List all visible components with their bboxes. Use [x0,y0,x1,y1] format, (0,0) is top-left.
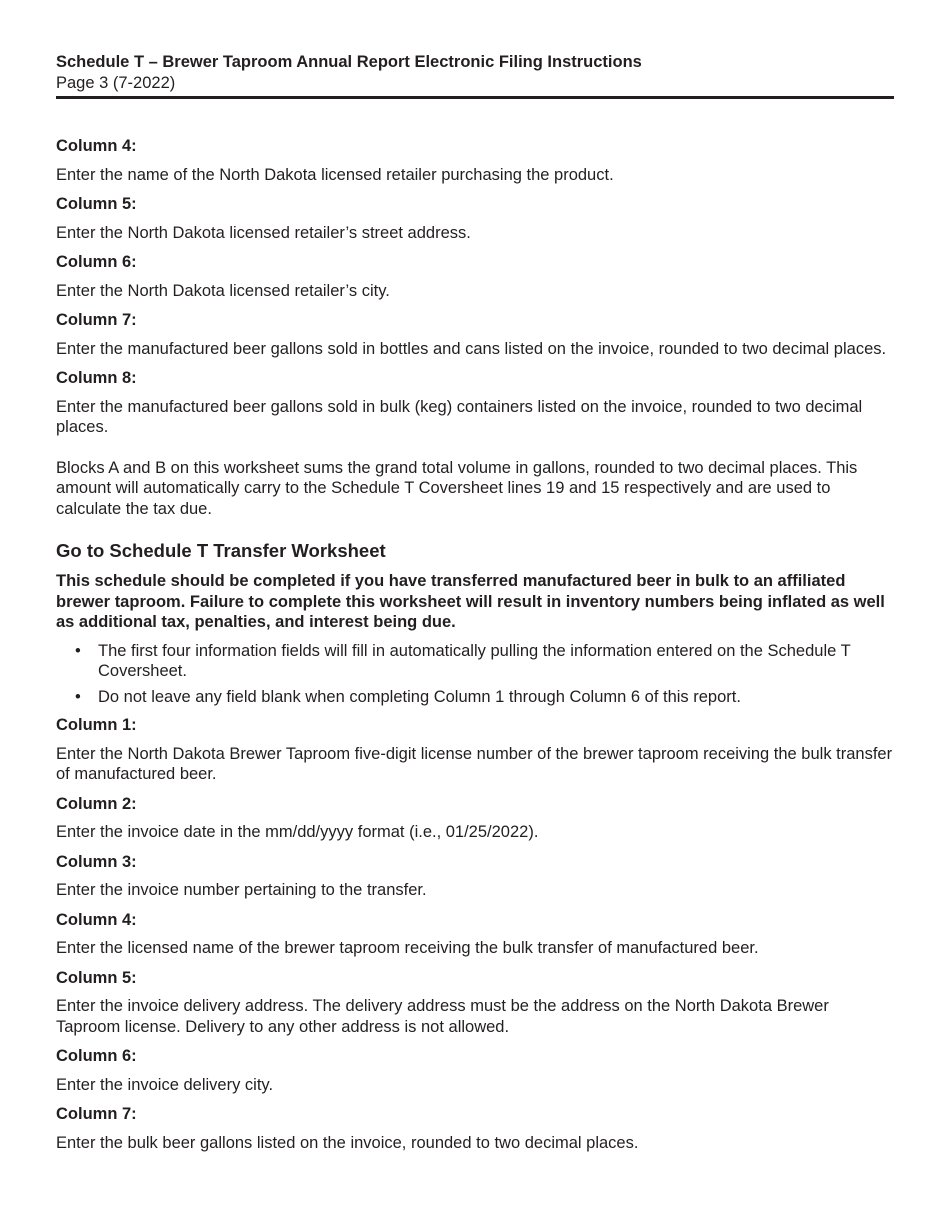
bullet-item [56,641,894,682]
blocks-note: Blocks A and B on this worksheet sums the grand total volume in gallons, rounded to two decimal places. This amount will automatically carry to the Schedule T Coversheet lines 19 and 15 respectively and are used to calculate the tax due. [56,458,858,518]
column-block [56,852,894,901]
column-block [56,136,894,185]
bullet-item [56,687,894,708]
column-block [56,910,894,959]
column-block [56,1104,894,1153]
column-heading: Column 4: [56,910,137,929]
column-description: Enter the North Dakota licensed retailer’s street address. [56,223,471,242]
column-heading: Column 2: [56,794,137,813]
header-title: Schedule T – Brewer Taproom Annual Report Electronic Filing Instructions [56,53,642,71]
column-description: Enter the North Dakota Brewer Taproom five-digit license number of the brewer taproom receiving the bulk transfer of manufactured beer. [56,744,893,783]
column-description: Enter the North Dakota licensed retailer’s city. [56,281,390,300]
column-description: Enter the manufactured beer gallons sold in bottles and cans listed on the invoice, rounded to two decimal places. [56,339,887,358]
column-description: Enter the invoice number pertaining to the transfer. [56,881,427,899]
bullet-text: Do not leave any field blank when completing Column 1 through Column 6 of this report. [98,687,741,706]
column-heading: Column 7: [56,311,137,329]
page-content [56,136,894,1153]
column-heading: Column 5: [56,968,137,987]
column-heading: Column 6: [56,1047,137,1065]
page-header [56,52,894,94]
transfer-intro: This schedule should be completed if you have transferred manufactured beer in bulk to an affiliated brewer taproom. Failure to complete this worksheet will result in inventory numbers being inflated as well as additional tax, penalties, and interest being due. [56,572,885,631]
column-description: Enter the bulk beer gallons listed on the invoice, rounded to two decimal places. [56,1133,639,1152]
column-description: Enter the invoice delivery address. The delivery address must be the address on the North Dakota Brewer Taproom license. Delivery to any other address is not allowed. [56,997,829,1036]
column-block [56,1046,894,1095]
instruction-bullets [56,641,894,708]
column-heading: Column 3: [56,852,137,871]
section-title: Go to Schedule T Transfer Worksheet [56,540,386,561]
column-block [56,368,894,438]
column-block [56,968,894,1038]
column-block [56,715,894,785]
column-block [56,794,894,843]
header-page-number: Page 3 (7-2022) [56,74,176,92]
bullet-icon: • [75,641,81,660]
column-heading: Column 4: [56,137,137,155]
column-description: Enter the licensed name of the brewer taproom receiving the bulk transfer of manufactured beer. [56,939,759,957]
column-block [56,252,894,301]
column-description: Enter the invoice date in the mm/dd/yyyy format (i.e., 01/25/2022). [56,823,539,841]
column-description: Enter the manufactured beer gallons sold in bulk (keg) containers listed on the invoice, rounded to two decimal places. [56,397,863,436]
column-description: Enter the name of the North Dakota licensed retailer purchasing the product. [56,165,614,184]
column-heading: Column 8: [56,369,137,387]
column-description: Enter the invoice delivery city. [56,1075,274,1094]
column-block [56,310,894,359]
column-block [56,194,894,243]
column-heading: Column 5: [56,195,137,213]
column-heading: Column 7: [56,1105,137,1123]
bullet-icon: • [75,687,81,706]
bullet-text: The first four information fields will fill in automatically pulling the information entered on the Schedule T Coversheet. [98,641,851,680]
header-divider [56,96,894,99]
column-heading: Column 1: [56,716,137,734]
column-heading: Column 6: [56,253,137,271]
